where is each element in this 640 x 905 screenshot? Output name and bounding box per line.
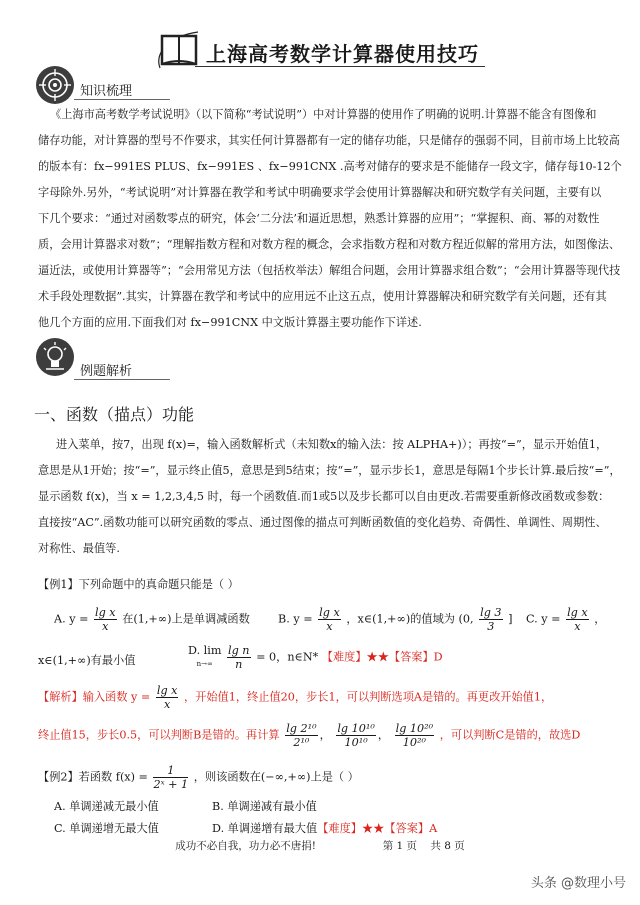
page-title: 上海高考数学计算器使用技巧 (206, 42, 479, 66)
fraction: $\frac{1}{\text{2ˣ + 1}}$ (153, 764, 189, 791)
title-underline (195, 66, 485, 67)
example1-option-c: C. y = $\frac{\text{lg x}}{x}$ ， (526, 606, 606, 633)
body-line: 显示函数 f(x)，当 x = 1,2,3,4,5 时，每一个函数值.而1或5以及步长都可以自由更改.若需要重新修改函数或参数： (38, 490, 610, 503)
fraction: $\frac{\text{lg x}}{x}$ (567, 606, 588, 633)
body-line: 直接按“AC”.函数功能可以研究函数的零点、通过图像的描点可判断函数值的变化趋势、奇偶性、单调性、周期性、 (38, 516, 607, 529)
intro-line: 质，会用计算器求对数”；“理解指数方程和对数方程的概念，会求指数方程和对数方程近似解的常用方法，如图像法、 (38, 238, 621, 251)
body-line: 意思是从1开始；按“=”，显示终止值5，意思是到5结束；按“=”，显示步长1，意思是每隔1个步长计算.最后按“=”， (38, 464, 621, 477)
example2-stem: 【例2】若函数 f(x) = $\frac{1}{\text{2ˣ + 1}}$ ，则该函数在(−∞,+∞)上是（ ） (38, 764, 359, 791)
body-line: 对称性、最值等. (38, 542, 120, 555)
intro-line: 逼近法，或使用计算器等”；“会用常见方法（包括枚举法）解组合问题，会用计算器求组合数”；“会用计算器等现代技 (38, 264, 621, 277)
section-label-examples: 例题解析 (80, 364, 133, 379)
example1-analysis-line1: 【解析】输入函数 y = $\frac{\text{lg x}}{x}$ ，开始值1，终止值20，步长1，可以判断选项A是错的。再更改开始值1， (38, 684, 553, 711)
section-divider (74, 99, 170, 100)
intro-line: 术手段处理数据”.其实，计算器在教学和考试中的应用远不止这五点，使用计算器解决和研究数学有关问题，还有其 (38, 290, 607, 303)
example1-option-a: A. y = $\frac{\text{lg x}}{x}$ 在(1,+∞)上是单调减函数 (54, 606, 250, 633)
lightbulb-icon (36, 338, 74, 376)
fraction: $\frac{\text{lg n}}{n}$ (228, 644, 250, 671)
intro-line: 的版本有：fx−991ES PLUS、fx−991ES 、fx−991CNX .高考对储存的要求是不能储存一段文字，储存每10-12个 (38, 160, 622, 173)
difficulty-answer: 【难度】★★【答案】D (321, 650, 443, 664)
fraction: $\frac{\lg 3}{3}$ (480, 606, 502, 633)
target-icon (36, 66, 74, 104)
heading-function-feature: 一、函数（描点）功能 (34, 405, 195, 424)
example1-stem: 【例1】下列命题中的真命题只能是（ ） (38, 578, 239, 591)
intro-line: 储存功能，对计算器的型号不作要求，其实任何计算器都有一定的储存功能，只是储存的强弱不同，目前市场上比较高 (38, 134, 620, 147)
section-divider (74, 379, 170, 380)
intro-line: 《上海市高考数学考试说明》（以下简称“考试说明”）中对计算器的使用作了明确的说明.计算器不能含有图像和 (50, 108, 597, 121)
example2-option-b: B. 单调递减有最小值 (212, 800, 317, 813)
fraction: $\frac{\text{lg 10²⁰}}{\text{10²⁰}}$ (395, 722, 434, 749)
example2-option-c: C. 单调递增无最大值 (54, 822, 159, 835)
fraction: $\frac{\text{lg 10¹⁰}}{\text{10¹⁰}}$ (337, 722, 375, 749)
fraction: $\frac{\text{lg x}}{x}$ (319, 606, 340, 633)
example2-option-d: D. 单调递增有最大值【难度】★★【答案】A (212, 822, 438, 835)
difficulty-answer: 【难度】★★【答案】A (317, 822, 438, 835)
watermark: 头条 @数理小号 (530, 876, 626, 891)
fraction: $\frac{\text{lg x}}{x}$ (156, 684, 178, 711)
section-label-knowledge: 知识梳理 (80, 84, 133, 99)
intro-line: 他几个方面的应用.下面我们对 fx−991CNX 中文版计算器主要功能作下详述. (38, 316, 422, 329)
body-line: 进入菜单，按7，出现 f(x)=，输入函数解析式（未知数x的输入法：按 ALPHA+)）；再按“=”，显示开始值1， (56, 438, 608, 451)
example1-option-b: B. y = $\frac{\text{lg x}}{x}$ ，x∈(1,+∞)的值域为 (0, $\frac{\lg 3}{3}$ ] (278, 606, 513, 633)
intro-line: 下几个要求：“通过对函数零点的研究，体会‘二分法’和逼近思想，熟悉计算器的应用”；“掌握积、商、幂的对数性 (38, 212, 600, 225)
function-paragraph (38, 432, 621, 562)
page-footer: 成功不必自我，功力必不唐捐! 第 1 页 共 8 页 (175, 840, 465, 852)
intro-paragraph (38, 102, 622, 336)
example1-option-d: D. lim n→∞ $\frac{\text{lg n}}{n}$ = 0，n∈N* 【难度】★★【答案】D (188, 644, 443, 671)
example1-analysis-line2: 终止值15，步长0.5，可以判断B是错的。再计算 $\frac{\text{lg 2¹⁰}}{\text{2¹⁰}}$ ， $\frac{\text{lg 10¹⁰}}{\text{10¹⁰}}$ ， $\frac{\text{lg 10²⁰}}{\text{10²⁰}}$ ，可以判断C是错的，故选D (38, 722, 581, 749)
fraction: $\frac{\text{lg x}}{x}$ (95, 606, 116, 633)
example1-option-c-cont: x∈(1,+∞)有最小值 (38, 654, 136, 667)
intro-line: 字母除外.另外，“考试说明”对计算器在教学和考试中明确要求学会使用计算器解决和研究数学有关问题，主要有以 (38, 186, 602, 199)
fraction: $\frac{\text{lg 2¹⁰}}{\text{2¹⁰}}$ (286, 722, 317, 749)
example2-option-a: A. 单调递减无最小值 (54, 800, 159, 813)
